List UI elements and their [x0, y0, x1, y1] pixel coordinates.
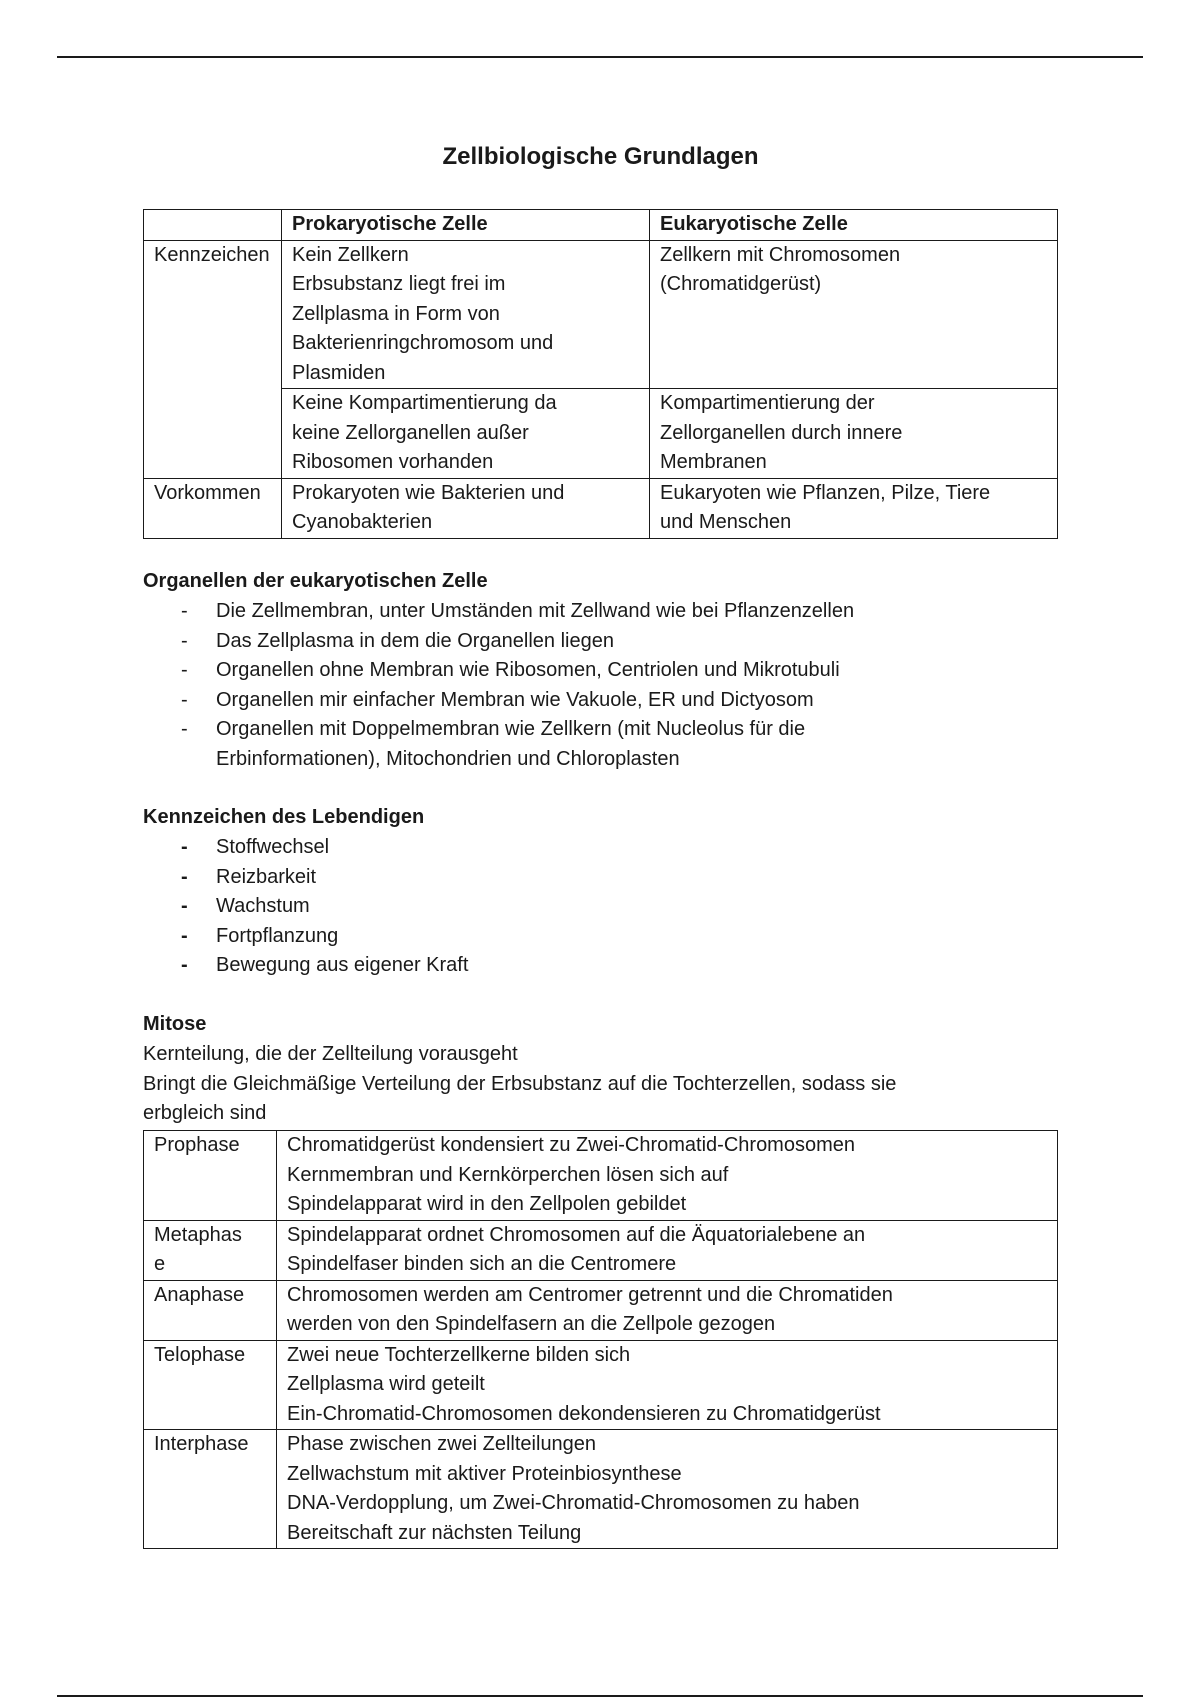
list-item	[143, 892, 468, 922]
table-row	[144, 389, 1058, 479]
list-item-text: Die Zellmembran, unter Umständen mit Zellwand wie bei Pflanzenzellen	[216, 600, 855, 622]
phase-name	[144, 1131, 277, 1221]
cell-prokaryotic	[282, 478, 650, 538]
cell-line: Kein Zellkern	[292, 243, 409, 266]
table-header-row	[144, 210, 1058, 241]
cell-line: (Chromatidgerüst)	[660, 273, 822, 295]
cell-line: Kompartimentierung der	[660, 392, 875, 414]
list-item-text: Fortpflanzung	[216, 924, 339, 947]
list-item-text: Wachstum	[216, 895, 310, 917]
phase-description	[277, 1280, 1058, 1340]
lebendig-list	[143, 833, 468, 981]
cell-line: DNA-Verdopplung, um Zwei-Chromatid-Chromosomen zu haben	[287, 1492, 860, 1514]
cell-line: Zellplasma wird geteilt	[287, 1373, 485, 1395]
intro-line: erbgleich sind	[143, 1102, 267, 1124]
page-title: Zellbiologische Grundlagen	[442, 143, 759, 170]
intro-line: Kernteilung, die der Zellteilung vorausgeht	[143, 1043, 518, 1065]
table-row	[144, 240, 1058, 389]
table-header-corner	[144, 210, 282, 241]
phase-description	[277, 1220, 1058, 1280]
list-item	[143, 951, 468, 981]
cell-line: Membranen	[660, 451, 767, 473]
table-row	[144, 1340, 1058, 1430]
phase-name	[144, 1220, 277, 1280]
list-item-text: Erbinformationen), Mitochondrien und Chloroplasten	[216, 747, 680, 770]
list-item-text: Bewegung aus eigener Kraft	[216, 954, 469, 976]
cell-line: Kernmembran und Kernkörperchen lösen sich auf	[287, 1163, 729, 1186]
phase-name-text: Prophase	[154, 1134, 240, 1156]
table-row	[144, 1280, 1058, 1340]
cell-prokaryotic	[282, 389, 650, 479]
cell-comparison-table	[143, 209, 1058, 539]
phase-name-text: Interphase	[154, 1433, 249, 1455]
list-item	[143, 863, 468, 893]
cell-line: Chromosomen werden am Centromer getrennt und die Chromatiden	[287, 1283, 893, 1306]
cell-line: Cyanobakterien	[292, 511, 433, 533]
cell-line: Prokaryoten wie Bakterien und	[292, 481, 565, 504]
cell-line: Ein-Chromatid-Chromosomen dekondensieren zu Chromatidgerüst	[287, 1402, 881, 1425]
phase-name	[144, 1340, 277, 1430]
phase-description	[277, 1131, 1058, 1221]
cell-line: Bereitschaft zur nächsten Teilung	[287, 1521, 582, 1544]
list-item-text: Stoffwechsel	[216, 836, 330, 858]
cell-line: Zellkern mit Chromosomen	[660, 243, 901, 266]
lebendig-heading: Kennzeichen des Lebendigen	[143, 806, 425, 828]
dash-bullet: -	[181, 865, 188, 888]
phase-name-text: Metaphas	[154, 1223, 242, 1246]
table-row	[144, 1220, 1058, 1280]
list-item	[143, 686, 854, 716]
list-item	[143, 922, 468, 952]
cell-line: Phase zwischen zwei Zellteilungen	[287, 1433, 597, 1455]
cell-line: Zellplasma in Form von	[292, 302, 500, 325]
list-item-text: Reizbarkeit	[216, 865, 317, 888]
header-rule	[57, 56, 1143, 58]
cell-eukaryotic	[650, 240, 1058, 389]
list-item	[143, 833, 468, 863]
cell-line: Zellwachstum mit aktiver Proteinbiosynthese	[287, 1462, 682, 1485]
cell-line: Bakterienringchromosom und	[292, 332, 554, 354]
cell-eukaryotic	[650, 478, 1058, 538]
dash-bullet: -	[181, 895, 188, 917]
header-prokaryotic: Prokaryotische Zelle	[282, 210, 650, 241]
cell-line: Erbsubstanz liegt frei im	[292, 273, 506, 295]
mitosis-phase-table	[143, 1130, 1058, 1549]
list-item-text: Das Zellplasma in dem die Organellen liegen	[216, 629, 614, 652]
dash-bullet: -	[181, 836, 188, 858]
cell-line: Spindelapparat wird in den Zellpolen gebildet	[287, 1193, 687, 1215]
cell-line: Zwei neue Tochterzellkerne bilden sich	[287, 1343, 631, 1366]
mitose-heading: Mitose	[143, 1013, 207, 1035]
list-item	[143, 627, 854, 657]
table-row	[144, 478, 1058, 538]
phase-name-text: Anaphase	[154, 1283, 245, 1306]
header-eukaryotic: Eukaryotische Zelle	[650, 210, 1058, 241]
mitose-intro	[143, 1040, 1058, 1129]
dash-bullet: -	[181, 924, 188, 947]
list-item-text: Organellen mit Doppelmembran wie Zellkern (mit Nucleolus für die	[216, 718, 806, 740]
footer-rule	[57, 1695, 1143, 1697]
dash-bullet: -	[181, 954, 188, 976]
dash-bullet: -	[181, 659, 188, 681]
list-item	[143, 656, 854, 686]
table-row	[144, 1131, 1058, 1221]
row-label-kennzeichen: Kennzeichen	[144, 240, 282, 478]
phase-description	[277, 1340, 1058, 1430]
cell-line: Spindelapparat ordnet Chromosomen auf die Äquatorialebene an	[287, 1223, 866, 1246]
phase-name	[144, 1430, 277, 1549]
phase-name-text: Telophase	[154, 1343, 246, 1366]
list-item-text: Organellen mir einfacher Membran wie Vakuole, ER und Dictyosom	[216, 688, 814, 711]
dash-bullet: -	[181, 600, 188, 622]
organellen-list	[143, 597, 854, 774]
cell-line: Plasmiden	[292, 361, 386, 384]
cell-line: Spindelfaser binden sich an die Centromere	[287, 1253, 677, 1275]
list-item-text: Organellen ohne Membran wie Ribosomen, Centriolen und Mikrotubuli	[216, 659, 840, 681]
cell-line: und Menschen	[660, 511, 792, 533]
dash-bullet: -	[181, 629, 188, 652]
cell-line: Keine Kompartimentierung da	[292, 392, 557, 414]
cell-eukaryotic	[650, 389, 1058, 479]
cell-line: Zellorganellen durch innere	[660, 421, 903, 444]
intro-line: Bringt die Gleichmäßige Verteilung der Erbsubstanz auf die Tochterzellen, sodass sie	[143, 1072, 897, 1095]
phase-name-text: e	[154, 1253, 166, 1275]
cell-line: Ribosomen vorhanden	[292, 451, 494, 473]
cell-line: Eukaryoten wie Pflanzen, Pilze, Tiere	[660, 481, 991, 504]
dash-bullet: -	[181, 688, 188, 711]
list-item	[143, 597, 854, 627]
organellen-heading: Organellen der eukaryotischen Zelle	[143, 570, 488, 592]
cell-prokaryotic	[282, 240, 650, 389]
phase-description	[277, 1430, 1058, 1549]
dash-bullet: -	[181, 718, 188, 740]
cell-line: keine Zellorganellen außer	[292, 421, 529, 444]
cell-line: Chromatidgerüst kondensiert zu Zwei-Chromatid-Chromosomen	[287, 1134, 855, 1156]
row-label-vorkommen: Vorkommen	[144, 478, 282, 538]
phase-name	[144, 1280, 277, 1340]
table-row	[144, 1430, 1058, 1549]
cell-line: werden von den Spindelfasern an die Zellpole gezogen	[287, 1313, 776, 1335]
list-item	[143, 715, 854, 774]
